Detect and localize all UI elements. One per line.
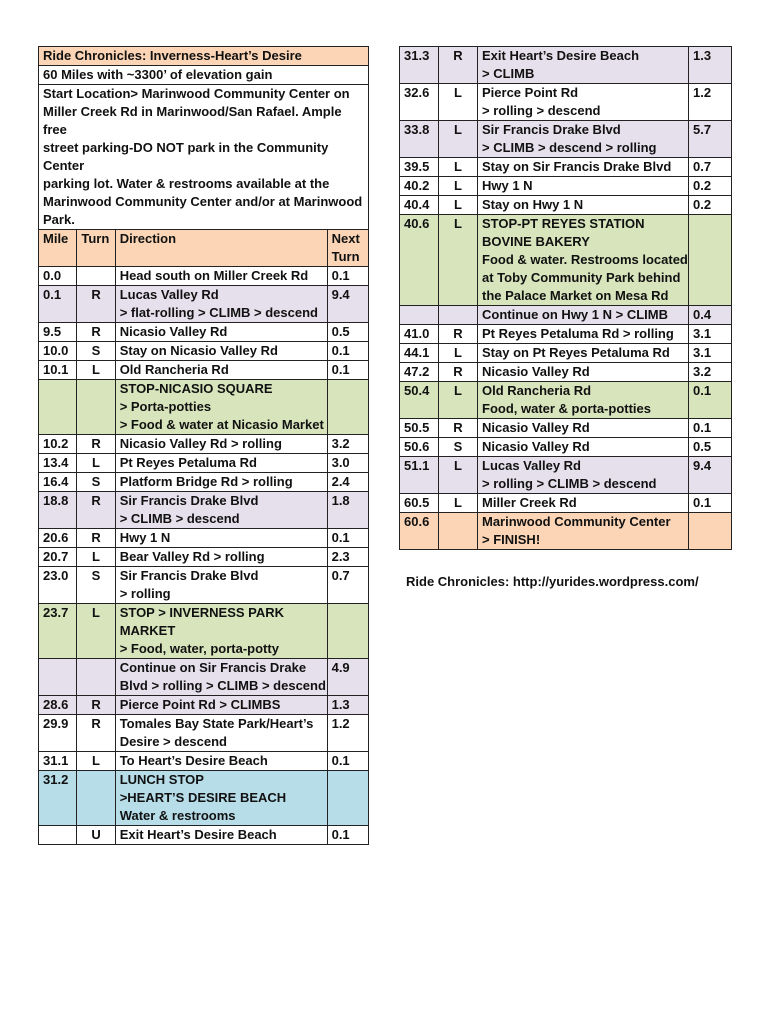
direction-line: Food, water & porta-potties (482, 401, 651, 416)
direction-cell (478, 494, 689, 513)
next-turn-cell: 0.2 (689, 196, 732, 215)
direction-line: Hwy 1 N (482, 178, 533, 193)
cue-row (39, 715, 369, 752)
direction-line: Sir Francis Drake Blvd (119, 568, 259, 583)
next-turn-cell: 0.5 (689, 438, 732, 457)
next-turn-cell: 9.4 (327, 286, 368, 323)
next-turn-cell: 0.1 (689, 494, 732, 513)
title-row (39, 47, 369, 66)
cue-row (39, 529, 369, 548)
turn-cell: R (77, 696, 115, 715)
turn-cell: L (439, 158, 478, 177)
direction-line: Marinwood Community Center (482, 514, 671, 529)
mile-cell: 60.5 (400, 494, 439, 513)
direction-cell (478, 306, 689, 325)
turn-cell: L (439, 494, 478, 513)
direction-line: Nicasio Valley Rd (482, 439, 590, 454)
next-turn-cell (327, 604, 368, 659)
next-turn-cell: 0.1 (327, 529, 368, 548)
turn-cell: L (77, 361, 115, 380)
direction-line: Nicasio Valley Rd (119, 324, 228, 339)
direction-cell (115, 492, 327, 529)
turn-cell: L (439, 121, 478, 158)
direction-line: STOP > INVERNESS PARK (119, 605, 285, 620)
direction-cell (115, 342, 327, 361)
next-turn-cell: 0.1 (327, 342, 368, 361)
start-location-line: street parking-DO NOT park in the Community Center (43, 140, 329, 173)
turn-cell (77, 771, 115, 826)
next-turn-cell: 0.1 (327, 752, 368, 771)
direction-cell (478, 121, 689, 158)
cue-row (400, 84, 732, 121)
direction-cell (478, 47, 689, 84)
direction-line: > CLIMB (482, 66, 535, 81)
direction-cell (478, 344, 689, 363)
direction-line: Pt Reyes Petaluma Rd > rolling (482, 326, 674, 341)
mile-cell: 60.6 (400, 513, 439, 550)
mile-cell: 40.2 (400, 177, 439, 196)
next-turn-cell: 1.2 (689, 84, 732, 121)
cue-row (400, 121, 732, 158)
cue-row (400, 438, 732, 457)
next-turn-header (327, 230, 368, 267)
direction-line: at Toby Community Park behind (482, 270, 681, 285)
cue-row (39, 380, 369, 435)
next-turn-cell: 4.9 (327, 659, 368, 696)
cue-row (39, 771, 369, 826)
direction-line: Nicasio Valley Rd > rolling (119, 436, 282, 451)
direction-cell (478, 215, 689, 306)
cue-row (39, 361, 369, 380)
direction-line: Blvd > rolling > CLIMB > descend (119, 678, 326, 693)
next-turn-cell: 1.8 (327, 492, 368, 529)
next-turn-cell: 0.1 (689, 419, 732, 438)
mile-cell (39, 659, 77, 696)
mile-cell: 44.1 (400, 344, 439, 363)
turn-cell: L (439, 215, 478, 306)
direction-line: Sir Francis Drake Blvd (482, 122, 621, 137)
cue-row (39, 752, 369, 771)
mile-cell: 29.9 (39, 715, 77, 752)
direction-line: Nicasio Valley Rd (482, 420, 590, 435)
mile-cell: 31.3 (400, 47, 439, 84)
direction-cell (478, 419, 689, 438)
mile-cell: 18.8 (39, 492, 77, 529)
direction-line: Tomales Bay State Park/Heart’s (119, 716, 314, 731)
direction-line: Stay on Pt Reyes Petaluma Rd (482, 345, 670, 360)
direction-cell (478, 84, 689, 121)
direction-line: Stay on Sir Francis Drake Blvd (482, 159, 672, 174)
direction-header: Direction (115, 230, 327, 267)
mile-cell: 31.1 (39, 752, 77, 771)
turn-cell: R (439, 419, 478, 438)
direction-cell (115, 361, 327, 380)
cue-row (39, 696, 369, 715)
cue-row (400, 419, 732, 438)
turn-cell (439, 513, 478, 550)
direction-cell (115, 696, 327, 715)
turn-cell: R (439, 325, 478, 344)
mile-cell: 50.6 (400, 438, 439, 457)
direction-line: > flat-rolling > CLIMB > descend (119, 305, 318, 320)
direction-line: > Food, water, porta-potty (119, 641, 279, 656)
mile-cell: 23.7 (39, 604, 77, 659)
next-turn-cell: 1.2 (327, 715, 368, 752)
direction-line: Hwy 1 N (119, 530, 171, 545)
next-turn-cell: 2.3 (327, 548, 368, 567)
cue-row (400, 325, 732, 344)
direction-cell (478, 513, 689, 550)
cue-row (400, 494, 732, 513)
ride-subtitle: 60 Miles with ~3300’ of elevation gain (39, 66, 369, 85)
turn-cell: L (77, 752, 115, 771)
direction-cell (115, 323, 327, 342)
cue-row (39, 454, 369, 473)
direction-line: >HEART’S DESIRE BEACH (119, 790, 287, 805)
direction-line: Bear Valley Rd > rolling (119, 549, 265, 564)
cue-row (400, 196, 732, 215)
start-location-line: Park. (43, 212, 75, 227)
cue-row (400, 215, 732, 306)
direction-line: Pierce Point Rd > CLIMBS (119, 697, 281, 712)
direction-cell (478, 177, 689, 196)
cue-row (400, 363, 732, 382)
mile-cell (39, 380, 77, 435)
mile-cell: 31.2 (39, 771, 77, 826)
direction-line: > rolling > descend (482, 103, 601, 118)
next-turn-cell: 3.0 (327, 454, 368, 473)
mile-cell: 41.0 (400, 325, 439, 344)
direction-cell (478, 325, 689, 344)
turn-cell: L (77, 604, 115, 659)
direction-line: Pierce Point Rd (482, 85, 579, 100)
direction-cell (115, 267, 327, 286)
cue-row (39, 342, 369, 361)
next-turn-cell: 9.4 (689, 457, 732, 494)
direction-cell (115, 473, 327, 492)
next-turn-header-line: Next (331, 231, 360, 246)
direction-line: STOP-NICASIO SQUARE (119, 381, 273, 396)
cue-row (400, 457, 732, 494)
cue-row (39, 492, 369, 529)
direction-line: Old Rancheria Rd (482, 383, 592, 398)
direction-line: > rolling (119, 586, 171, 601)
turn-cell: S (77, 567, 115, 604)
start-location (39, 85, 369, 230)
next-turn-cell: 1.3 (689, 47, 732, 84)
turn-cell: R (77, 529, 115, 548)
next-turn-cell: 0.2 (689, 177, 732, 196)
turn-cell: R (439, 47, 478, 84)
direction-line: Continue on Sir Francis Drake (119, 660, 307, 675)
turn-cell: R (439, 363, 478, 382)
direction-line: > CLIMB > descend > rolling (482, 140, 657, 155)
turn-cell: L (439, 196, 478, 215)
direction-line: Old Rancheria Rd (119, 362, 229, 377)
cue-row (39, 659, 369, 696)
start-location-line: parking lot. Water & restrooms available at the (43, 176, 330, 191)
cue-row (400, 158, 732, 177)
direction-line: > CLIMB > descend (119, 511, 240, 526)
direction-line: STOP-PT REYES STATION (482, 216, 645, 231)
cue-row (39, 604, 369, 659)
turn-cell: R (77, 435, 115, 454)
direction-line: Exit Heart’s Desire Beach (119, 827, 277, 842)
direction-cell (478, 196, 689, 215)
direction-line: Desire > descend (119, 734, 227, 749)
mile-cell: 39.5 (400, 158, 439, 177)
right-cue-sheet (399, 46, 732, 550)
direction-line: Lucas Valley Rd (482, 458, 581, 473)
next-turn-cell: 0.1 (327, 267, 368, 286)
cue-row (400, 47, 732, 84)
mile-cell: 40.4 (400, 196, 439, 215)
mile-cell (400, 306, 439, 325)
turn-cell (77, 659, 115, 696)
start-location-line: Miller Creek Rd in Marinwood/San Rafael. Ample free (43, 104, 342, 137)
direction-cell (115, 752, 327, 771)
turn-cell: R (77, 323, 115, 342)
cue-row (39, 473, 369, 492)
next-turn-cell: 0.4 (689, 306, 732, 325)
mile-cell: 10.0 (39, 342, 77, 361)
next-turn-cell: 3.1 (689, 344, 732, 363)
direction-line: > Porta-potties (119, 399, 212, 414)
mile-cell: 10.2 (39, 435, 77, 454)
mile-cell: 23.0 (39, 567, 77, 604)
direction-cell (478, 438, 689, 457)
cue-row (400, 177, 732, 196)
direction-line: Lucas Valley Rd (119, 287, 219, 302)
direction-cell (115, 454, 327, 473)
turn-cell: L (439, 177, 478, 196)
turn-cell: R (77, 715, 115, 752)
direction-cell (115, 286, 327, 323)
cue-row (39, 286, 369, 323)
turn-cell: R (77, 492, 115, 529)
mile-header: Mile (39, 230, 77, 267)
start-location-row (39, 85, 369, 230)
direction-cell (115, 715, 327, 752)
mile-cell: 40.6 (400, 215, 439, 306)
direction-line: MARKET (119, 623, 176, 638)
direction-line: Head south on Miller Creek Rd (119, 268, 309, 283)
mile-cell: 33.8 (400, 121, 439, 158)
cue-row (400, 513, 732, 550)
next-turn-cell: 2.4 (327, 473, 368, 492)
start-location-line: Marinwood Community Center and/or at Marinwood (43, 194, 363, 209)
mile-cell: 16.4 (39, 473, 77, 492)
direction-line: the Palace Market on Mesa Rd (482, 288, 669, 303)
next-turn-cell: 1.3 (327, 696, 368, 715)
turn-cell: L (77, 548, 115, 567)
mile-cell: 0.1 (39, 286, 77, 323)
turn-header: Turn (77, 230, 115, 267)
cue-row (39, 567, 369, 604)
direction-line: Miller Creek Rd (482, 495, 577, 510)
mile-cell: 47.2 (400, 363, 439, 382)
cue-row (400, 344, 732, 363)
next-turn-cell: 3.1 (689, 325, 732, 344)
direction-line: BOVINE BAKERY (482, 234, 590, 249)
direction-line: Stay on Nicasio Valley Rd (119, 343, 278, 358)
direction-cell (478, 457, 689, 494)
mile-cell (39, 826, 77, 845)
direction-line: Platform Bridge Rd > rolling (119, 474, 293, 489)
mile-cell: 13.4 (39, 454, 77, 473)
ride-title: Ride Chronicles: Inverness-Heart’s Desire (39, 47, 369, 66)
turn-cell: L (77, 454, 115, 473)
direction-line: > Food & water at Nicasio Market (119, 417, 324, 432)
next-turn-cell (327, 380, 368, 435)
turn-cell: U (77, 826, 115, 845)
direction-line: Nicasio Valley Rd (482, 364, 590, 379)
direction-line: > rolling > CLIMB > descend (482, 476, 657, 491)
direction-cell (115, 380, 327, 435)
next-turn-cell: 0.5 (327, 323, 368, 342)
mile-cell: 51.1 (400, 457, 439, 494)
cue-row (400, 306, 732, 325)
direction-line: Continue on Hwy 1 N > CLIMB (482, 307, 668, 322)
turn-cell: L (439, 84, 478, 121)
direction-line: Food & water. Restrooms located (482, 252, 688, 267)
mile-cell: 20.7 (39, 548, 77, 567)
mile-cell: 50.5 (400, 419, 439, 438)
mile-cell: 32.6 (400, 84, 439, 121)
turn-cell (77, 380, 115, 435)
left-cue-sheet (38, 46, 369, 845)
direction-line: Pt Reyes Petaluma Rd (119, 455, 257, 470)
direction-cell (115, 604, 327, 659)
next-turn-cell: 3.2 (327, 435, 368, 454)
direction-line: Stay on Hwy 1 N (482, 197, 584, 212)
mile-cell: 50.4 (400, 382, 439, 419)
start-location-line: Start Location> Marinwood Community Center on (43, 86, 350, 101)
turn-cell: L (439, 382, 478, 419)
next-turn-cell (689, 513, 732, 550)
next-turn-header-line: Turn (331, 249, 360, 264)
direction-cell (115, 659, 327, 696)
turn-cell (439, 306, 478, 325)
next-turn-cell: 0.1 (327, 826, 368, 845)
next-turn-cell (327, 771, 368, 826)
cue-row (39, 548, 369, 567)
mile-cell: 9.5 (39, 323, 77, 342)
next-turn-cell: 0.7 (327, 567, 368, 604)
direction-cell (115, 548, 327, 567)
direction-cell (478, 382, 689, 419)
direction-cell (115, 826, 327, 845)
next-turn-cell: 3.2 (689, 363, 732, 382)
turn-cell: R (77, 286, 115, 323)
mile-cell: 10.1 (39, 361, 77, 380)
direction-cell (115, 529, 327, 548)
cue-row (39, 267, 369, 286)
subtitle-row (39, 66, 369, 85)
turn-cell: L (439, 457, 478, 494)
direction-line: > FINISH! (482, 532, 541, 547)
cue-row (400, 382, 732, 419)
next-turn-cell: 5.7 (689, 121, 732, 158)
mile-cell: 0.0 (39, 267, 77, 286)
direction-cell (478, 363, 689, 382)
direction-line: Exit Heart’s Desire Beach (482, 48, 640, 63)
turn-cell: S (439, 438, 478, 457)
direction-cell (115, 435, 327, 454)
next-turn-cell: 0.1 (327, 361, 368, 380)
direction-cell (115, 771, 327, 826)
next-turn-cell (689, 215, 732, 306)
direction-line: LUNCH STOP (119, 772, 204, 787)
turn-cell: L (439, 344, 478, 363)
direction-cell (478, 158, 689, 177)
mile-cell: 20.6 (39, 529, 77, 548)
turn-cell (77, 267, 115, 286)
next-turn-cell: 0.7 (689, 158, 732, 177)
direction-line: Water & restrooms (119, 808, 236, 823)
next-turn-cell: 0.1 (689, 382, 732, 419)
cue-row (39, 435, 369, 454)
cue-row (39, 826, 369, 845)
direction-line: Sir Francis Drake Blvd (119, 493, 259, 508)
cue-row (39, 323, 369, 342)
mile-cell: 28.6 (39, 696, 77, 715)
footer-link[interactable]: Ride Chronicles: http://yurides.wordpress.com/ (406, 574, 699, 589)
turn-cell: S (77, 342, 115, 361)
turn-cell: S (77, 473, 115, 492)
column-header-row (39, 230, 369, 267)
direction-line: To Heart’s Desire Beach (119, 753, 268, 768)
direction-cell (115, 567, 327, 604)
